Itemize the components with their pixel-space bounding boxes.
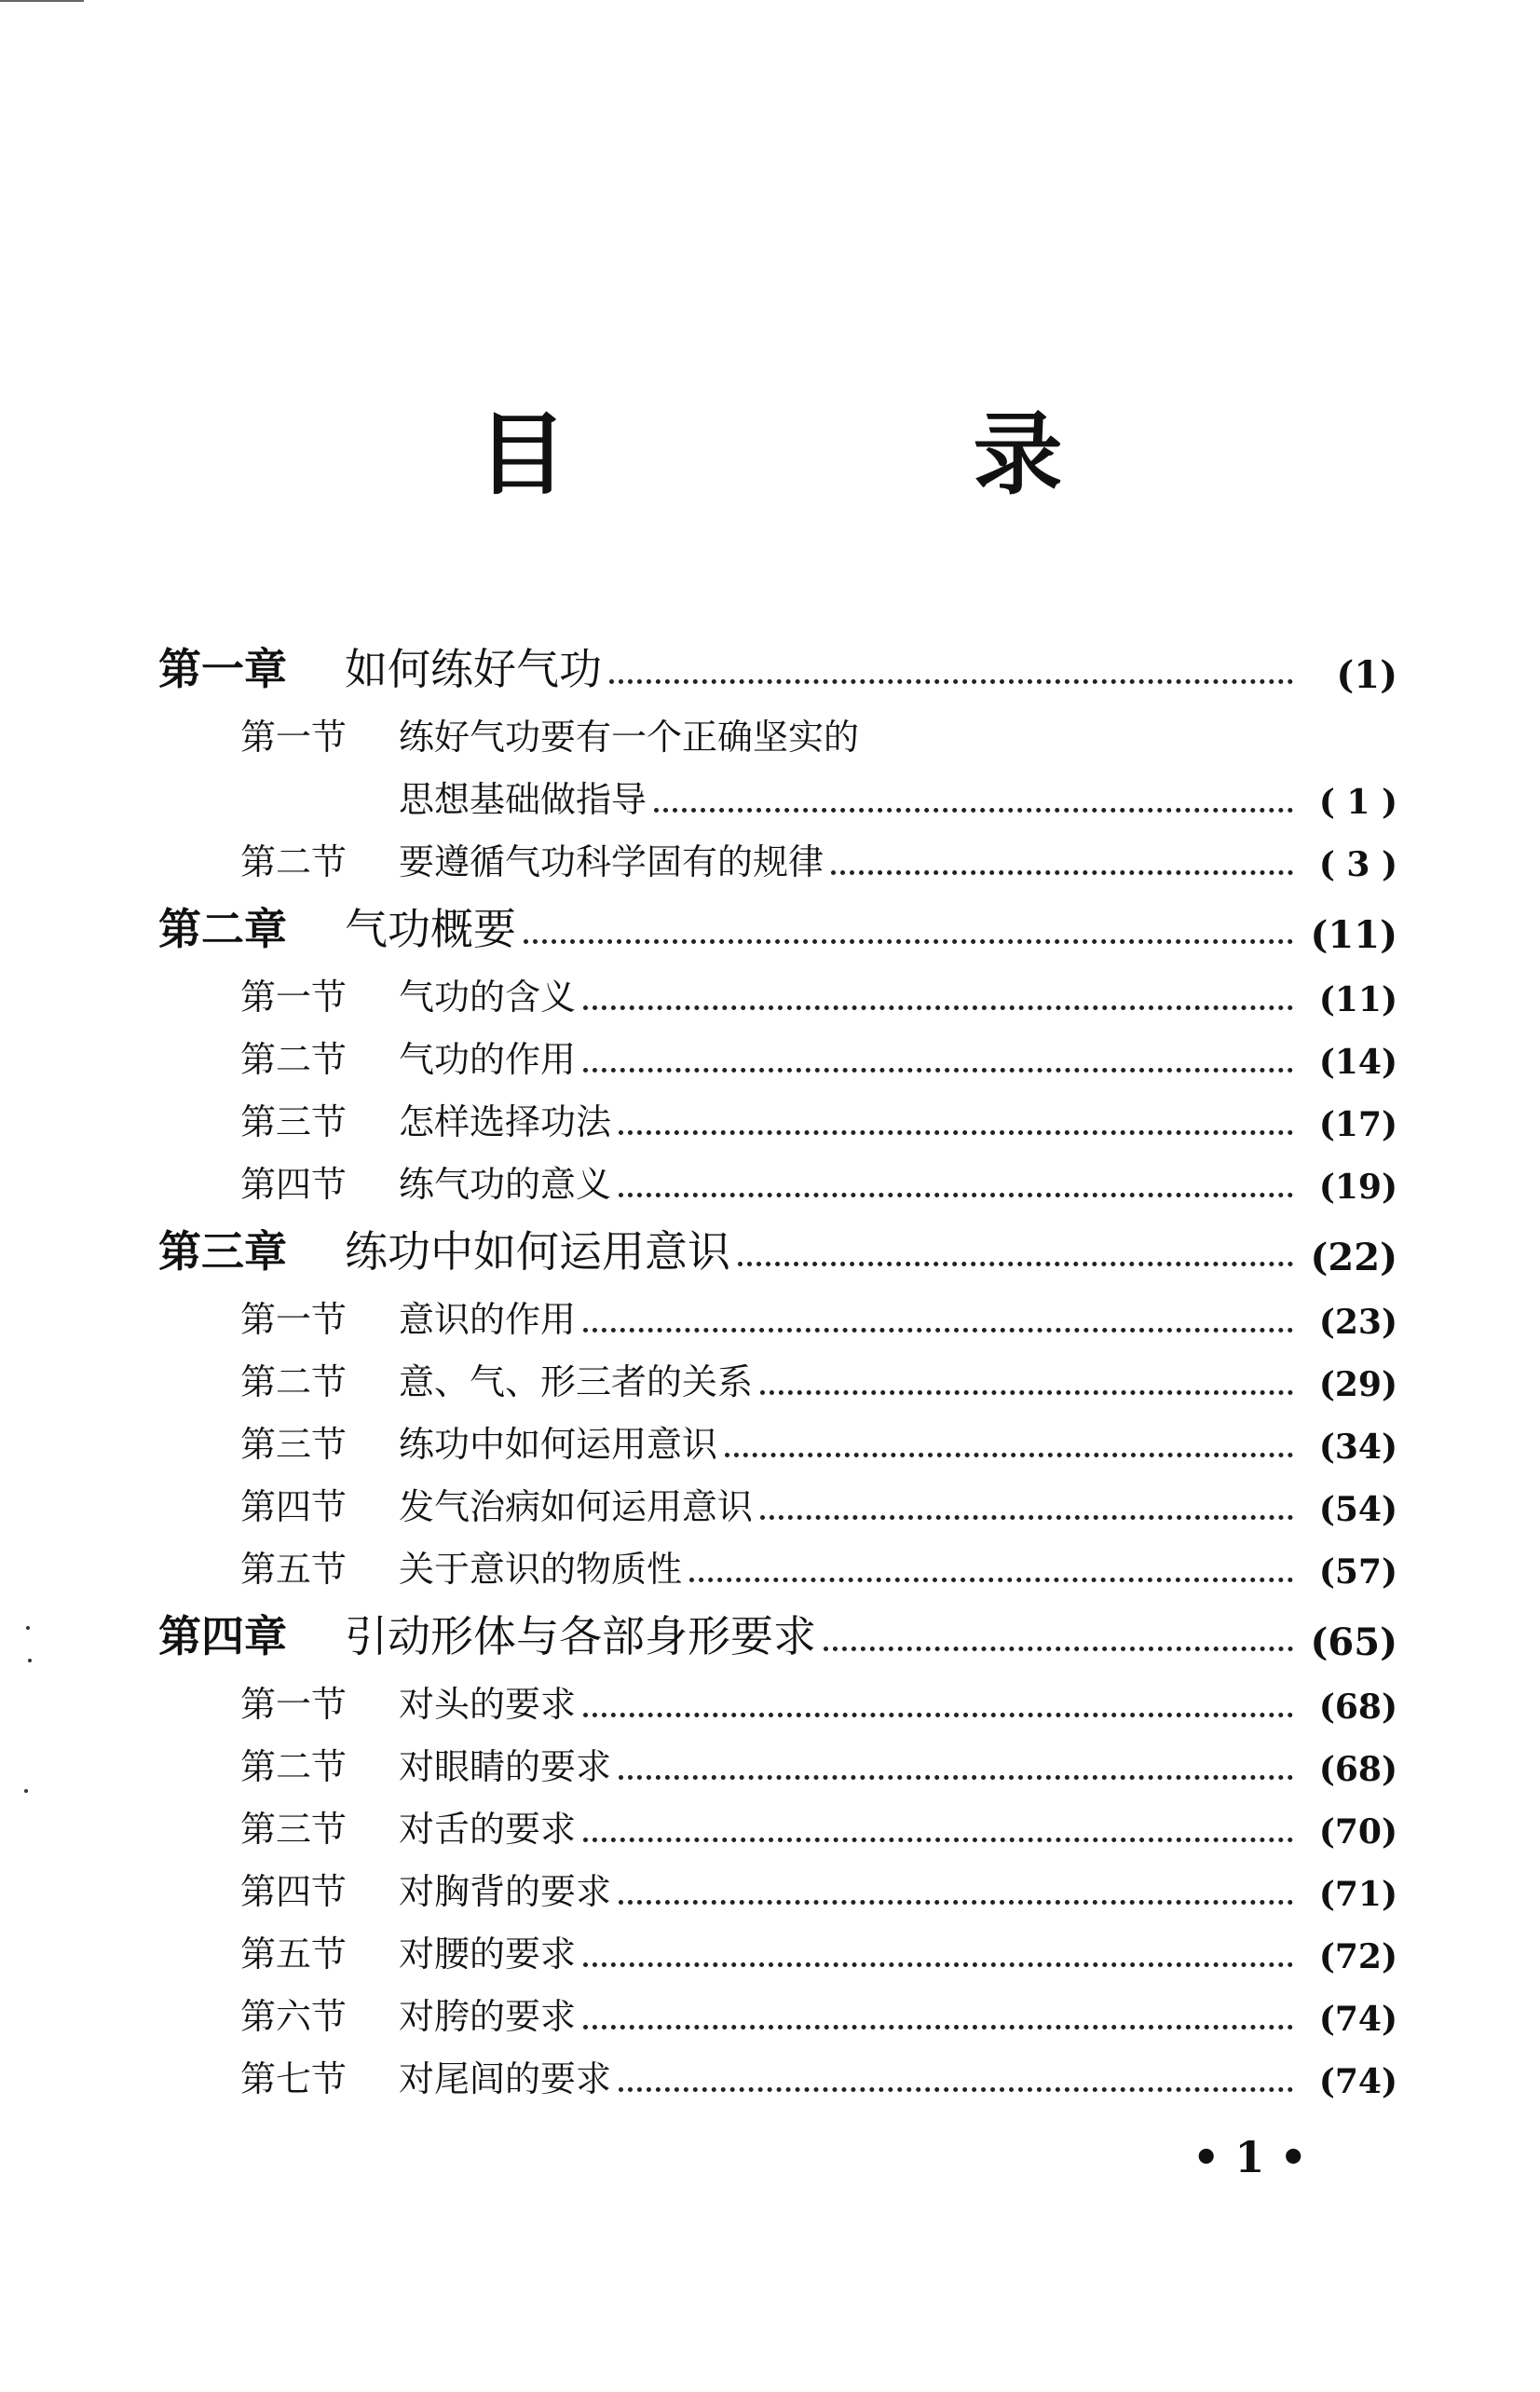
dot-leader (831, 857, 1293, 875)
page-title: 目 录 (477, 402, 1221, 507)
toc-page-ref: ( 1 ) (1318, 783, 1397, 822)
toc-section-row (158, 759, 1397, 822)
toc-entry-title: 练气功的意义 (399, 1164, 612, 1205)
toc-page-ref: (65) (1310, 1620, 1397, 1664)
toc-page-ref: (29) (1318, 1365, 1397, 1404)
toc-page-ref: (54) (1318, 1490, 1397, 1529)
dot-leader (654, 795, 1293, 813)
page-number: • 1 • (1192, 2132, 1307, 2182)
toc-page-ref: (11) (1318, 980, 1397, 1019)
toc-entry-title: 关于意识的物质性 (399, 1549, 683, 1590)
toc-entry-title: 对胸背的要求 (399, 1871, 612, 1912)
toc-section-row (158, 1342, 1397, 1404)
toc-section-row (158, 2039, 1397, 2101)
scan-speck (24, 1789, 28, 1793)
dot-leader (583, 1949, 1293, 1967)
toc-section-row (158, 1404, 1397, 1467)
section-label: 第四节 (240, 1486, 348, 1527)
dot-leader (583, 1315, 1293, 1333)
toc-section-row (158, 957, 1397, 1019)
dot-leader (583, 1825, 1293, 1842)
toc-entry-title: 对尾闾的要求 (399, 2058, 612, 2099)
toc-page-ref: (34) (1318, 1428, 1397, 1467)
toc-entry-title: 如何练好气功 (345, 644, 602, 694)
toc-section-row (158, 1529, 1397, 1592)
toc-entry-title: 意、气、形三者的关系 (399, 1361, 754, 1402)
dot-leader (619, 1180, 1293, 1197)
section-label: 第四节 (240, 1871, 348, 1912)
toc-section-row (158, 1976, 1397, 2039)
section-label: 第一节 (240, 1684, 348, 1725)
toc-entry-title: 练好气功要有一个正确坚实的 (399, 717, 860, 758)
dot-leader (524, 926, 1293, 944)
table-of-contents (158, 624, 1397, 2101)
toc-page-ref: (57) (1318, 1552, 1397, 1592)
section-label: 第三节 (240, 1424, 348, 1465)
toc-entry-title: 意识的作用 (399, 1299, 577, 1340)
dot-leader (689, 1565, 1293, 1582)
section-label: 第五节 (240, 1934, 348, 1975)
dot-leader (619, 1117, 1293, 1135)
toc-entry-title: 怎样选择功法 (399, 1101, 612, 1142)
toc-section-row (158, 1019, 1397, 1082)
chapter-label: 第二章 (158, 904, 287, 954)
section-label: 第一节 (240, 717, 348, 758)
toc-entry-title: 发气治病如何运用意识 (399, 1486, 754, 1527)
toc-section-row (158, 1082, 1397, 1144)
toc-page-ref: (11) (1310, 913, 1397, 957)
toc-section-row (158, 1914, 1397, 1976)
dot-leader (619, 2074, 1293, 2092)
toc-entry-title: 练功中如何运用意识 (399, 1424, 718, 1465)
section-label: 第四节 (240, 1164, 348, 1205)
section-label: 第二节 (240, 841, 348, 882)
toc-chapter-row (158, 624, 1397, 697)
dot-leader (609, 666, 1293, 684)
dot-leader (583, 1700, 1293, 1717)
toc-page-ref: ( 3 ) (1318, 845, 1397, 884)
toc-section-row (158, 1467, 1397, 1529)
toc-entry-title: 对舌的要求 (399, 1809, 577, 1850)
toc-section-row (158, 822, 1397, 884)
toc-entry-title: 气功的作用 (399, 1039, 577, 1080)
toc-entry-title: 对腰的要求 (399, 1934, 577, 1975)
toc-page-ref: (23) (1318, 1303, 1397, 1342)
toc-entry-title: 要遵循气功科学固有的规律 (399, 841, 825, 882)
toc-page-ref: (19) (1318, 1168, 1397, 1207)
toc-chapter-row (158, 1207, 1397, 1279)
toc-page-ref: (17) (1318, 1105, 1397, 1144)
toc-page-ref: (22) (1310, 1236, 1397, 1279)
section-label: 第二节 (240, 1361, 348, 1402)
dot-leader (760, 1502, 1293, 1520)
section-label: 第二节 (240, 1746, 348, 1787)
section-label: 第一节 (240, 1299, 348, 1340)
section-label: 第六节 (240, 1996, 348, 2037)
toc-entry-title: 对头的要求 (399, 1684, 577, 1725)
section-label: 第一节 (240, 977, 348, 1018)
toc-section-row (158, 1727, 1397, 1789)
toc-chapter-row (158, 884, 1397, 957)
dot-leader (619, 1762, 1293, 1780)
toc-entry-title: 练功中如何运用意识 (345, 1226, 730, 1277)
toc-entry-title: 思想基础做指导 (399, 779, 647, 820)
dot-leader (824, 1633, 1293, 1651)
toc-section-row (158, 1789, 1397, 1852)
toc-page-ref: (74) (1318, 2000, 1397, 2039)
toc-chapter-row (158, 1592, 1397, 1664)
toc-page-ref: (68) (1318, 1750, 1397, 1789)
toc-section-row (158, 697, 1397, 759)
toc-page-ref: (14) (1318, 1043, 1397, 1082)
toc-page-ref: (74) (1318, 2062, 1397, 2101)
dot-leader (725, 1440, 1293, 1457)
scan-speck (28, 1659, 32, 1662)
section-label: 第三节 (240, 1101, 348, 1142)
toc-entry-title: 对胯的要求 (399, 1996, 577, 2037)
toc-page-ref: (1) (1336, 653, 1397, 697)
section-label: 第二节 (240, 1039, 348, 1080)
chapter-label: 第一章 (158, 644, 287, 694)
toc-section-row (158, 1852, 1397, 1914)
section-label: 第七节 (240, 2058, 348, 2099)
chapter-label: 第三章 (158, 1226, 287, 1277)
dot-leader (738, 1249, 1293, 1266)
toc-page-ref: (70) (1318, 1812, 1397, 1852)
chapter-label: 第四章 (158, 1611, 287, 1661)
toc-entry-title: 气功的含义 (399, 977, 577, 1018)
toc-section-row (158, 1664, 1397, 1727)
toc-entry-title: 对眼睛的要求 (399, 1746, 612, 1787)
dot-leader (583, 2012, 1293, 2030)
section-label: 第五节 (240, 1549, 348, 1590)
scan-speck (26, 1626, 30, 1630)
scan-edge-mark (0, 0, 84, 2)
dot-leader (619, 1887, 1293, 1905)
dot-leader (583, 1055, 1293, 1073)
toc-section-row (158, 1279, 1397, 1342)
dot-leader (760, 1377, 1293, 1395)
dot-leader (583, 992, 1293, 1010)
toc-section-row (158, 1144, 1397, 1207)
section-label: 第三节 (240, 1809, 348, 1850)
toc-page-ref: (68) (1318, 1688, 1397, 1727)
toc-entry-title: 气功概要 (345, 904, 516, 954)
toc-page-ref: (71) (1318, 1875, 1397, 1914)
toc-page-ref: (72) (1318, 1937, 1397, 1976)
toc-entry-title: 引动形体与各部身形要求 (345, 1611, 816, 1661)
